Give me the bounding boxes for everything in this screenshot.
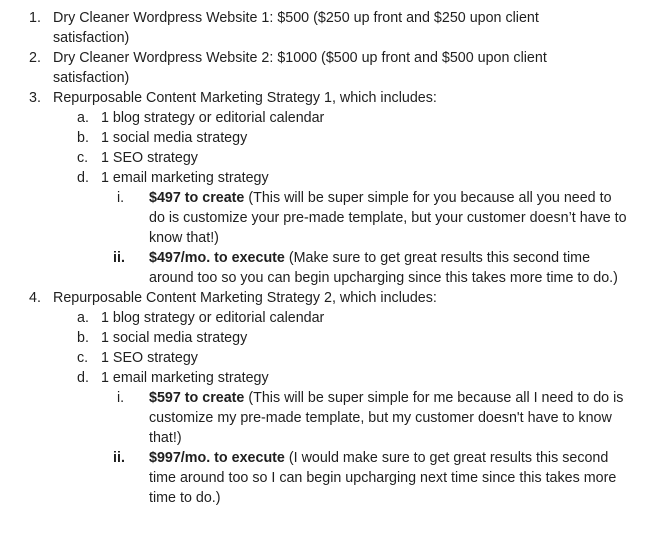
list-item-text: 1 email marketing strategy [101,170,269,186]
list-item-text: 1 blog strategy or editorial calendar [101,310,325,326]
list-item-text: (I would make sure to get great results this second time around too so I can begin upcharging next time since this takes more time to do.) [149,450,617,506]
list-marker: i. [117,390,125,406]
sub-sub-item-3d-ii [0,248,631,288]
list-item-text: 1 social media strategy [101,130,248,146]
sub-sub-item-3d-i [0,188,631,248]
list-marker: d. [77,170,89,186]
list-item-text: Dry Cleaner Wordpress Website 2: $1000 ($500 up front and $500 upon client satisfaction) [53,50,547,86]
list-marker: b. [77,130,89,146]
list-item-text: Repurposable Content Marketing Strategy 1, which includes: [53,90,437,106]
price-label: $997/mo. to execute [149,450,285,466]
sub-sub-item-4d-ii [0,448,631,508]
list-item-text: 1 email marketing strategy [101,370,269,386]
sub-item-3c [0,148,668,168]
price-label: $597 to create [149,390,245,406]
list-item-text: (This will be super simple for me because all I need to do is customize my pre-made template, but my customer doesn't have to know that!) [149,390,624,446]
sub-item-3b [0,128,668,148]
list-item-text: 1 social media strategy [101,330,248,346]
list-item-text: Repurposable Content Marketing Strategy 2, which includes: [53,290,437,306]
list-marker: c. [77,350,89,366]
list-item-text: 1 SEO strategy [101,150,198,166]
list-marker: 2. [29,50,41,66]
list-marker: a. [77,310,89,326]
price-label: $497/mo. to execute [149,250,285,266]
list-marker: c. [77,150,89,166]
sub-item-3d [0,168,668,188]
list-marker: 3. [29,90,41,106]
sub-item-4c [0,348,668,368]
list-item-1 [0,8,573,48]
list-marker: b. [77,330,89,346]
sub-sub-item-4d-i [0,388,631,448]
list-marker: ii. [113,250,125,266]
list-item-text: 1 blog strategy or editorial calendar [101,110,325,126]
price-label: $497 to create [149,190,245,206]
sub-item-4b [0,328,668,348]
list-item-text: (This will be super simple for you because all you need to do is customize your pre-made template, but your customer doesn’t have to know that!) [149,190,627,246]
list-marker: d. [77,370,89,386]
list-item-4 [0,288,573,308]
list-marker: i. [117,190,125,206]
sub-item-3a [0,108,668,128]
sub-item-4a [0,308,668,328]
list-item-text: 1 SEO strategy [101,350,198,366]
list-marker: a. [77,110,89,126]
list-marker: 1. [29,10,41,26]
list-item-3 [0,88,573,108]
list-marker: ii. [113,450,125,466]
list-marker: 4. [29,290,41,306]
list-item-2 [0,48,573,88]
sub-item-4d [0,368,668,388]
list-item-text: (Make sure to get great results this second time around too so you can begin upcharging since this takes more time to do.) [149,250,618,286]
document-list [0,8,668,508]
list-item-text: Dry Cleaner Wordpress Website 1: $500 ($250 up front and $250 upon client satisfaction) [53,10,539,46]
